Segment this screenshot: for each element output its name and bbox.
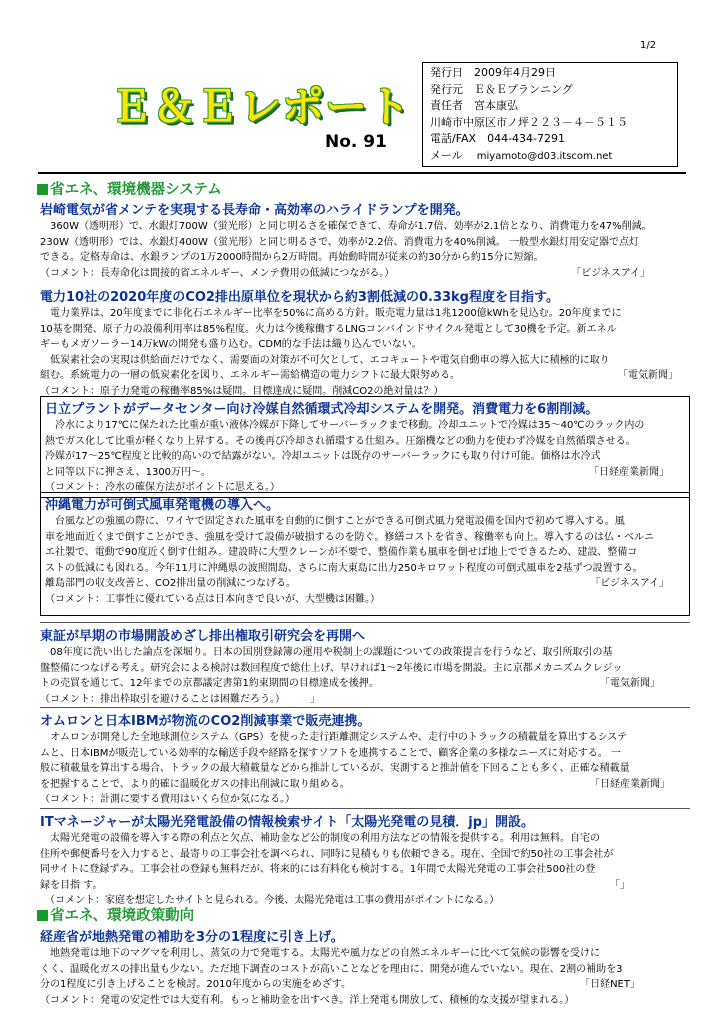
body-line: 冷水により17℃に保たれた比重が重い液体冷媒が下降してサーバーラックまで移動。冷却ユニットで冷媒は35～40℃のラック内の: [45, 420, 645, 431]
body-line-with-source: [40, 777, 690, 793]
body-line: と同等以下に押さえ、1300万円～。: [45, 466, 212, 478]
body-line: 台風などの強風の際に、ワイヤで固定された風車を自動的に倒すことができる可倒式風力発電設備を国内で初めて導入する。風: [45, 516, 625, 527]
report-logo: Ｅ＆Ｅレポート: [110, 82, 412, 131]
article-source: 「ビジネスアイ」: [571, 267, 650, 279]
body-line-with-source: [45, 576, 689, 592]
article-body: [45, 514, 689, 592]
article-headline: 沖縄電力が可倒式風車発電機の導入へ。: [45, 498, 280, 513]
article-comment: （コメント：工事性に優れている点は日本向きで良いが、大型機は困難。）: [45, 593, 380, 605]
square-bullet-icon: [37, 910, 48, 921]
email-row: [430, 148, 677, 166]
body-line: 離島部門の収支改善と、CO2排出量の削減につなげる。: [45, 578, 297, 589]
article-body: [40, 645, 690, 692]
article-source: 「日経産業新聞」: [589, 466, 669, 478]
body-line: 360W（透明形）で、水銀灯700W（蛍光形）と同じ明るさを確保できて、寿命が1.7倍、効率が2.1倍となり、消費電力を47%削減。: [40, 221, 652, 232]
article-source: 「日経産業新聞」: [590, 778, 670, 790]
article-headline: ITマネージャーが太陽光発電設備の情報検索サイト「太陽光発電の見積．jp」開設。: [40, 815, 535, 830]
article: [40, 707, 690, 808]
article-headline: 東証が早期の市場開設めざし排出権取引研究会を再開へ: [40, 629, 366, 644]
article-body: [40, 831, 690, 893]
article-body: [40, 730, 690, 792]
section-title: 省エネ、環境政策動向: [50, 908, 195, 924]
section-title: 省エネ、環境機器システム: [50, 182, 222, 198]
publish-date: 発行日 2009年4月29日: [430, 66, 556, 79]
publisher: 発行元 Ｅ＆Ｅプランニング: [430, 82, 573, 96]
body-line: 住所や郵便番号を入力すると、最寄りの工事会社を調べられ、同時に見積もりも依頼できる。現在、全国で約50社の工事会社が: [40, 848, 614, 860]
body-line: 低炭素社会の実現は供給面だけでなく、需要面の対策が不可欠として、エコキュートや電気自動車の導入拡大に積極的に取り: [40, 354, 610, 366]
body-line: くく、温暖化ガスの排出量も少ない。ただ地下調査のコストが高いことなどを理由に、開発が進んでいない。現在、2割の補助を3: [40, 963, 623, 975]
body-line-with-source: [40, 878, 690, 894]
article-headline: 日立プラントがデータセンター向け冷媒自然循環式冷却システムを開発。消費電力を6割削減。: [45, 402, 599, 417]
body-line-with-source: [40, 368, 690, 384]
body-line: を把握することで、より的確に温暖化ガスの排出削減に取り組める。: [40, 778, 350, 790]
body-line: 地熱発電は地下のマグマを利用し、蒸気の力で発電する。太陽光や風力などの自然エネルギーに比べて気候の影響を受けに: [40, 948, 600, 959]
article-headline: 電力10社の2020年度のCO2排出原単位を現状から約3割低減の0.33kg程度を目指す。: [40, 290, 559, 305]
issue-number: No. 91: [325, 132, 387, 152]
article: [40, 808, 690, 909]
body-line: 車を地面近くまで倒すことができ、強風を受けて設備が破損するのを防ぐ。修繕コストを省き、稼働率も向上。導入するのは仏・ベルニ: [45, 531, 654, 543]
publisher-info-box: [422, 62, 678, 167]
editor: 責任者 宮本康弘: [430, 99, 518, 112]
article-comment: （コメント：計測に要する費用はいくら位か気になる。）: [40, 794, 295, 805]
body-line: ストの低減にも図れる。今年11月に沖縄県の波照間島、さらに南大東島に出力250キロワット程度の可倒式風車を2基ずつ設置する。: [45, 562, 643, 574]
article-headline: オムロンと日本IBMが物流のCO2削減事業で販売連携。: [40, 714, 371, 729]
body-line: 電力業界は、20年度までに非化石エネルギー比率を50%に高める方針。販売電力量は1兆1200億kWhを見込む。20年度までに: [40, 308, 622, 319]
body-line: 分の1程度に引き上げることを検討。2010年度からの実施をめざす。: [40, 979, 352, 990]
phone-fax: 電話/FAX 044-434-7291: [430, 132, 566, 145]
email-address[interactable]: miyamoto@d03.itscom.net: [476, 150, 613, 162]
body-line: できる。定格寿命は、水銀ランプの1万2000時間から2万時間。再始動時間が従来の約30分から約15分に短縮。: [40, 252, 544, 263]
body-line: 太陽光発電の設備を導入する際の利点と欠点、補助金など公的制度の利用方法などの情報を提供する。利用は無料。自宅の: [40, 833, 600, 844]
body-line: 08年度に洗い出した論点を深堀り。日本の国別登録簿の運用や税制上の課題についての政策提言を行うなど、取引所取引の基: [40, 647, 613, 658]
article-comment: （コメント：排出枠取引を避けることは困難だろう。） 」: [40, 693, 320, 705]
article-comment: （コメント：家庭を想定したサイトと見られる。今後、太陽光発電は工事の費用がポイントになる。）: [40, 895, 500, 906]
article-comment-row: [40, 266, 690, 282]
article: [40, 926, 690, 1008]
article-body: [40, 306, 690, 384]
article-body: [45, 418, 689, 480]
body-line: 熱でガス化して比重が軽くなり上昇する。その後再び冷却され循環する仕組み。圧縮機などの動力を使わず冷媒を自然循環させる。: [45, 435, 636, 447]
article-comment: （コメント：原子力発電の稼働率85%は疑問。目標達成に疑問。削減CO2の絶対量は？）: [40, 385, 444, 397]
article: [40, 396, 690, 498]
article: [40, 492, 690, 616]
article: [40, 286, 690, 399]
body-line-with-source: [40, 676, 690, 692]
address: 川崎市中原区市ノ坪２２３－４－５１５: [430, 115, 628, 129]
body-line-with-source: [40, 977, 690, 993]
body-line: 230W（透明形）では、水銀灯400W（蛍光形）と同じ明るさで、効率が2.2倍、消費電力を40%削減。 一般型水銀灯用安定器で点灯: [40, 236, 640, 248]
article-body: [40, 219, 690, 266]
article-source: 「ビジネスアイ」: [590, 578, 669, 589]
article-source: 「電気新聞」: [618, 370, 678, 381]
body-line: 組む。系統電力の一層の低炭素化を図り、エネルギー需給構造の電力シフトに最大限努める。: [40, 370, 460, 381]
article-body: [40, 946, 690, 993]
body-line: ギーもメガソーラー14万kWの開発も盛り込む。CDM的な手法は織り込んでいない。: [40, 339, 422, 350]
body-line: 同サイトに登録ずみ。工事会社の登録も無料だが、将来的には有料化も検討する。1年間で太陽光発電の工事会社500社の登: [40, 864, 596, 875]
article: [40, 199, 690, 281]
article-headline: 経産省が地熱発電の補助を3分の1程度に引き上げ。: [40, 930, 344, 945]
article-source: 「」: [610, 879, 630, 891]
square-bullet-icon: [37, 184, 48, 195]
body-line: エ社製で、電動で90度近く倒す仕組み。建設時に大型クレーンが不要で、整備作業も風車を倒せば地上でできるため、建設、整備コ: [45, 547, 638, 558]
body-line: 冷媒が17～25℃程度と比較的高いので結露がない。冷却ユニットは既存のサーバーラックにも取り付け可能。価格は水冷式: [45, 451, 601, 462]
article-headline: 岩崎電気が省メンテを実現する長寿命・高効率のハライドランプを開発。: [40, 203, 469, 218]
article-comment: （コメント：長寿命化は間接的省エネルギー、メンテ費用の低減につながる。）: [40, 267, 395, 279]
article-source: 「日経NET」: [580, 979, 640, 990]
body-line: オムロンが開発した全地球測位システム（GPS）を使った走行距離測定システムや、走行中のトラックの積載量を算出するシステ: [40, 732, 628, 743]
body-line: 般に積載量を算出する場合、トラックの最大積載量などから推計しているが、実測すると推計値を下回ることも多く、正確な積載量: [40, 763, 630, 774]
section-heading: [37, 904, 194, 925]
body-line-with-source: [45, 465, 689, 481]
article-comment: （コメント：発電の安定性では大変有利。もっと補助金を出すべき。洋上発電も開放して、積極的な支援が望まれる。）: [40, 994, 575, 1006]
body-line: 10基を開発、原子力の設備利用率は85%程度。火力は今後稼働するLNGコンバインドサイクル発電として30機を予定。新エネル: [40, 323, 617, 335]
article: [40, 622, 690, 707]
body-line: トの売買を通じて、12年までの京都議定書第1約束期間の目標達成を後押。: [40, 678, 379, 689]
article-comment: （コメント：冷水の確保方法がポイントに思える。）: [45, 482, 280, 493]
section-heading: [37, 178, 222, 199]
body-line: 録を目指 す。: [40, 879, 103, 891]
page-number: 1/2: [640, 40, 657, 51]
body-line: ムと、日本IBMが販売している効率的な輸送手段や経路を探すソフトを連携することで、顧客企業の多様なニーズに対応する。 一: [40, 747, 621, 759]
header-rule: [38, 172, 686, 174]
email-label: メール: [430, 148, 463, 162]
article-source: 「電気新聞」: [600, 678, 660, 689]
body-line: 盤整備につなげる考え。研究会による検討は数回程度で総仕上げ、早ければ1～2年後に市場を開設。主に京都メカニズムクレジッ: [40, 662, 623, 674]
